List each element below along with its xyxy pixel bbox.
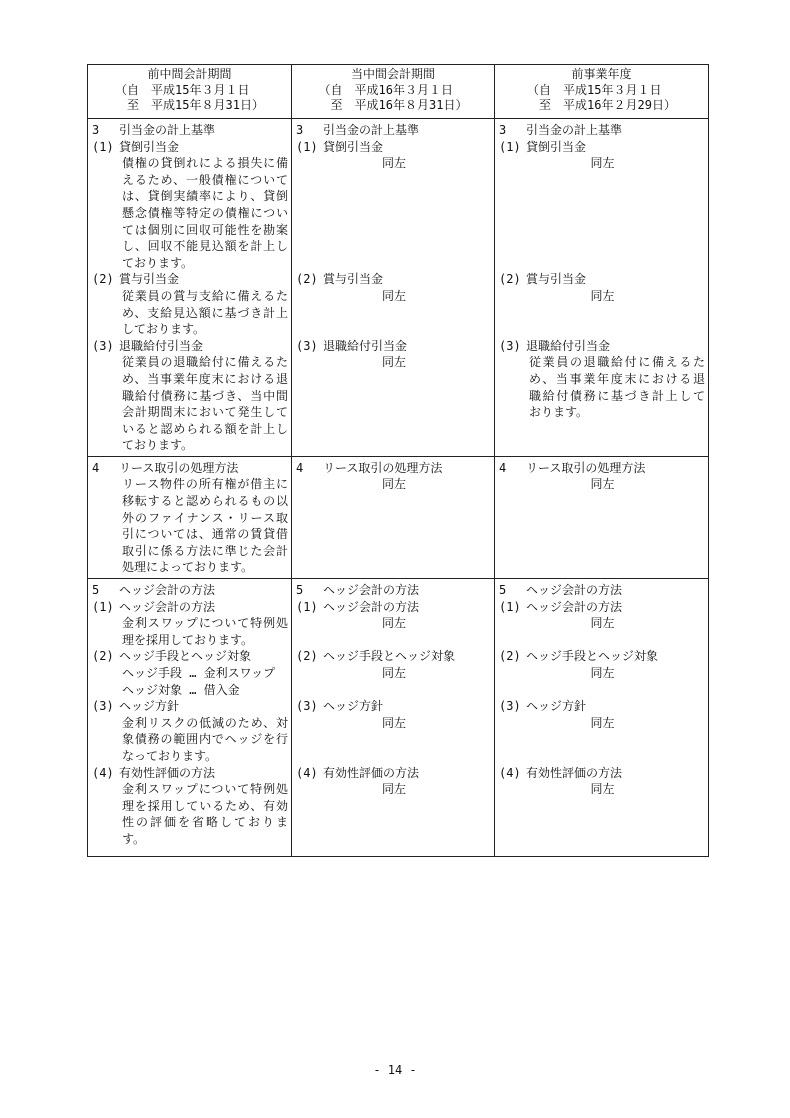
text-line: おります。 (529, 405, 589, 420)
text-line: め、当事業年度末における退 (122, 371, 288, 386)
item-label: 3 (296, 123, 304, 137)
text-line: 同左 (381, 715, 406, 730)
text-line (296, 698, 492, 715)
item-title: 賞与引当金 (323, 272, 384, 287)
text-line: 金利スワップについて特例処 (122, 782, 288, 797)
table-row-hedge (88, 579, 709, 857)
item-label: 5 (92, 583, 100, 598)
text-line: 同左 (590, 782, 615, 797)
item-title: 有効性評価の方法 (526, 765, 623, 780)
text-line: し、回収不能見込額を計上し (122, 239, 288, 254)
table-row-provisions (88, 119, 709, 457)
item-title: ヘッジ方針 (526, 699, 587, 714)
item-label: (2) (499, 272, 521, 287)
text-line: 金利スワップについて特例処 (122, 616, 288, 631)
item-title: リース取引の処理方法 (323, 460, 443, 475)
blank-line (499, 510, 706, 527)
blank-line (499, 205, 706, 222)
accounting-policies-table (87, 64, 709, 857)
table-row-lease (88, 456, 709, 578)
item-title: ヘッジ手段とヘッジ対象 (119, 649, 252, 664)
item-title: 貸倒引当金 (119, 139, 180, 154)
text-line (92, 122, 289, 139)
blank-line (499, 559, 706, 576)
item-label: (2) (499, 649, 521, 664)
item-title: 貸倒引当金 (323, 139, 384, 154)
text-line: 同左 (381, 666, 406, 680)
item-title: ヘッジ会計の方法 (323, 599, 420, 614)
column-period (527, 83, 676, 114)
blank-line (296, 831, 492, 848)
blank-line (499, 188, 706, 205)
item-label: (2) (296, 272, 318, 287)
item-label: (3) (296, 699, 318, 714)
text-line (296, 338, 492, 355)
text-line (499, 765, 706, 782)
text-line: 従業員の賞与支給に備えるた (122, 288, 288, 303)
item-title: ヘッジ会計の方法 (526, 583, 623, 598)
blank-line (296, 255, 492, 272)
item-title: 引当金の計上基準 (323, 123, 420, 137)
text-line: 同左 (590, 156, 615, 171)
item-title: リース取引の処理方法 (526, 460, 646, 475)
item-label: (2) (92, 649, 114, 664)
item-title: ヘッジ手段とヘッジ対象 (323, 649, 456, 664)
blank-line (296, 437, 492, 454)
item-label: 4 (499, 460, 507, 475)
item-title: 有効性評価の方法 (323, 765, 420, 780)
item-label: 4 (92, 460, 100, 475)
column-title: 前中間会計期間 (147, 67, 232, 81)
text-line: 取引に係る方法に準じた会計 (122, 543, 288, 558)
text-line (92, 139, 289, 156)
blank-line (296, 814, 492, 831)
item-label: (2) (296, 649, 318, 664)
blank-line (296, 404, 492, 421)
text-line (92, 582, 289, 599)
text-line: ては個別に回収可能性を勘案 (122, 222, 288, 237)
text-line (296, 582, 492, 599)
column-header-prev-interim (88, 65, 292, 119)
item-title: 退職給付引当金 (119, 338, 204, 353)
text-line: 会計期間末において発生して (122, 405, 288, 420)
text-line: えるため、一般債権について (122, 172, 288, 187)
column-period (319, 83, 468, 114)
item-label: (1) (499, 139, 521, 154)
text-line: 同左 (381, 355, 406, 370)
blank-line (499, 748, 706, 765)
blank-line (499, 632, 706, 649)
cell-provisions-prev-interim (88, 119, 292, 457)
blank-line (296, 748, 492, 765)
blank-line (296, 305, 492, 322)
item-label: 3 (499, 123, 507, 137)
blank-line (296, 222, 492, 239)
item-label: 3 (92, 123, 100, 137)
blank-line (296, 388, 492, 405)
blank-line (499, 255, 706, 272)
text-line: リース物件の所有権が借主に (122, 477, 288, 492)
item-title: ヘッジ方針 (119, 699, 180, 714)
blank-line (499, 421, 706, 438)
text-line: 同左 (590, 715, 615, 730)
item-title: 引当金の計上基準 (526, 123, 623, 137)
blank-line (499, 493, 706, 510)
text-line: 引については、通常の賃貸借 (122, 527, 288, 542)
text-line: は、貸倒実績率により、貸倒 (122, 189, 288, 204)
blank-line (296, 510, 492, 527)
cell-hedge-prev-interim (88, 579, 292, 857)
text-line: 同左 (381, 782, 406, 797)
blank-line (296, 632, 492, 649)
table-header-row (88, 65, 709, 119)
blank-line (296, 321, 492, 338)
text-line: 懸念債権等特定の債権につい (122, 205, 288, 220)
item-label: 5 (499, 583, 507, 598)
item-title: 賞与引当金 (119, 272, 180, 287)
text-line: 同左 (381, 616, 406, 631)
text-line (92, 599, 289, 616)
text-line (92, 648, 289, 665)
blank-line (499, 222, 706, 239)
column-title: 前事業年度 (571, 67, 632, 81)
text-line: 性の評価を省略しておりま (122, 815, 288, 830)
text-line: 同左 (590, 288, 615, 303)
blank-line (499, 437, 706, 454)
blank-line (296, 559, 492, 576)
blank-line (499, 731, 706, 748)
item-title: 退職給付引当金 (323, 338, 408, 353)
text-line: 従業員の退職給付に備えるた (529, 355, 705, 370)
item-title: ヘッジ方針 (323, 699, 384, 714)
text-line: ヘッジ手段 … 金利スワップ (122, 666, 276, 680)
text-line (296, 765, 492, 782)
text-line (499, 582, 706, 599)
text-line: 職給付債務に基づき、当中間 (122, 388, 288, 403)
text-line (499, 271, 706, 288)
blank-line (499, 238, 706, 255)
item-title: ヘッジ手段とヘッジ対象 (526, 649, 659, 664)
item-label: (3) (296, 338, 318, 353)
text-line (92, 338, 289, 355)
item-label: (1) (499, 599, 521, 614)
blank-line (296, 421, 492, 438)
blank-line (499, 321, 706, 338)
cell-provisions-current-interim (292, 119, 495, 457)
text-line: 債権の貸倒れによる損失に備 (122, 156, 288, 171)
text-line: しております。 (122, 322, 206, 337)
blank-line (499, 543, 706, 560)
blank-line (499, 305, 706, 322)
item-label: (4) (296, 765, 318, 780)
blank-line (296, 682, 492, 699)
item-title: ヘッジ会計の方法 (526, 599, 623, 614)
text-line: す。 (122, 831, 146, 846)
text-line: め、支給見込額に基づき計上 (122, 305, 288, 320)
text-line (499, 698, 706, 715)
item-label: (3) (92, 699, 114, 714)
item-label: (3) (499, 338, 521, 353)
text-line: 理を採用しております。 (122, 632, 254, 647)
blank-line (499, 172, 706, 189)
item-title: 有効性評価の方法 (119, 765, 216, 780)
text-line (296, 599, 492, 616)
text-line (499, 122, 706, 139)
item-label: (1) (92, 139, 114, 154)
item-label: 5 (296, 583, 304, 598)
text-line: 外のファイナンス・リース取 (122, 510, 288, 525)
blank-line (499, 814, 706, 831)
blank-line (296, 493, 492, 510)
text-line: 同左 (381, 156, 406, 171)
item-title: 退職給付引当金 (526, 338, 611, 353)
cell-lease-prev-fiscal-year (495, 456, 709, 578)
text-line: なっております。 (122, 748, 218, 763)
text-line: 象債務の範囲内でヘッジを行 (122, 732, 288, 747)
text-line (499, 460, 706, 477)
text-line (92, 765, 289, 782)
text-line (296, 122, 492, 139)
item-label: (1) (296, 599, 318, 614)
item-title: ヘッジ会計の方法 (323, 583, 420, 598)
item-title: ヘッジ会計の方法 (119, 599, 216, 614)
text-line (296, 460, 492, 477)
blank-line (499, 682, 706, 699)
period-from: （自 平成15年３月１日 (115, 82, 250, 97)
text-line (499, 338, 706, 355)
period-to: 至 平成15年８月31日） (127, 98, 264, 112)
text-line: 金利リスクの低減のため、対 (122, 715, 288, 730)
text-line (296, 648, 492, 665)
cell-provisions-prev-fiscal-year (495, 119, 709, 457)
text-line: 同左 (590, 666, 615, 680)
column-header-current-interim (292, 65, 495, 119)
text-line: 職給付債務に基づき計上して (529, 388, 705, 403)
blank-line (296, 731, 492, 748)
text-line: 同左 (590, 477, 615, 492)
blank-line (296, 798, 492, 815)
item-label: (2) (92, 272, 114, 287)
text-line (499, 599, 706, 616)
blank-line (296, 238, 492, 255)
blank-line (499, 798, 706, 815)
blank-line (499, 831, 706, 848)
text-line (92, 698, 289, 715)
column-period (115, 83, 264, 114)
item-label: (3) (499, 699, 521, 714)
column-title: 当中間会計期間 (350, 67, 435, 81)
item-label: (1) (296, 139, 318, 154)
item-label: 4 (296, 460, 304, 475)
blank-line (296, 172, 492, 189)
blank-line (499, 526, 706, 543)
period-to: 至 平成16年８月31日） (330, 98, 468, 112)
item-label: (4) (499, 765, 521, 780)
blank-line (296, 371, 492, 388)
text-line (296, 271, 492, 288)
text-line: ヘッジ対象 … 借入金 (122, 682, 240, 697)
item-title: ヘッジ会計の方法 (119, 583, 216, 598)
text-line: 処理によっております。 (122, 560, 254, 575)
text-line: ております。 (122, 438, 194, 453)
item-title: 賞与引当金 (526, 272, 587, 287)
text-line (499, 648, 706, 665)
blank-line (296, 188, 492, 205)
blank-line (296, 543, 492, 560)
period-from: （自 平成16年３月１日 (318, 82, 453, 97)
item-label: (3) (92, 338, 114, 353)
text-line: 移転すると認められるもの以 (122, 494, 288, 509)
text-line: いると認められる額を計上し (122, 421, 288, 436)
item-title: 引当金の計上基準 (119, 123, 216, 137)
item-title: 貸倒引当金 (526, 139, 587, 154)
text-line: ております。 (122, 255, 194, 270)
page-number: - 14 - (373, 1063, 417, 1077)
period-to: 至 平成16年２月29日） (539, 98, 676, 112)
text-line: め、当事業年度末における退 (529, 371, 705, 386)
text-line: 理を採用しているため、有効 (122, 798, 288, 813)
item-label: (4) (92, 765, 114, 780)
column-header-prev-fiscal-year (495, 65, 709, 119)
text-line: 同左 (590, 616, 615, 631)
cell-hedge-current-interim (292, 579, 495, 857)
blank-line (296, 205, 492, 222)
text-line (296, 139, 492, 156)
text-line: 従業員の退職給付に備えるた (122, 355, 288, 370)
cell-lease-current-interim (292, 456, 495, 578)
item-label: (1) (92, 599, 114, 614)
text-line (92, 460, 289, 477)
cell-lease-prev-interim (88, 456, 292, 578)
item-title: リース取引の処理方法 (119, 460, 239, 475)
cell-hedge-prev-fiscal-year (495, 579, 709, 857)
period-from: （自 平成15年３月１日 (527, 82, 662, 97)
text-line: 同左 (381, 477, 406, 492)
text-line: 同左 (381, 288, 406, 303)
text-line (499, 139, 706, 156)
blank-line (296, 526, 492, 543)
text-line (92, 271, 289, 288)
